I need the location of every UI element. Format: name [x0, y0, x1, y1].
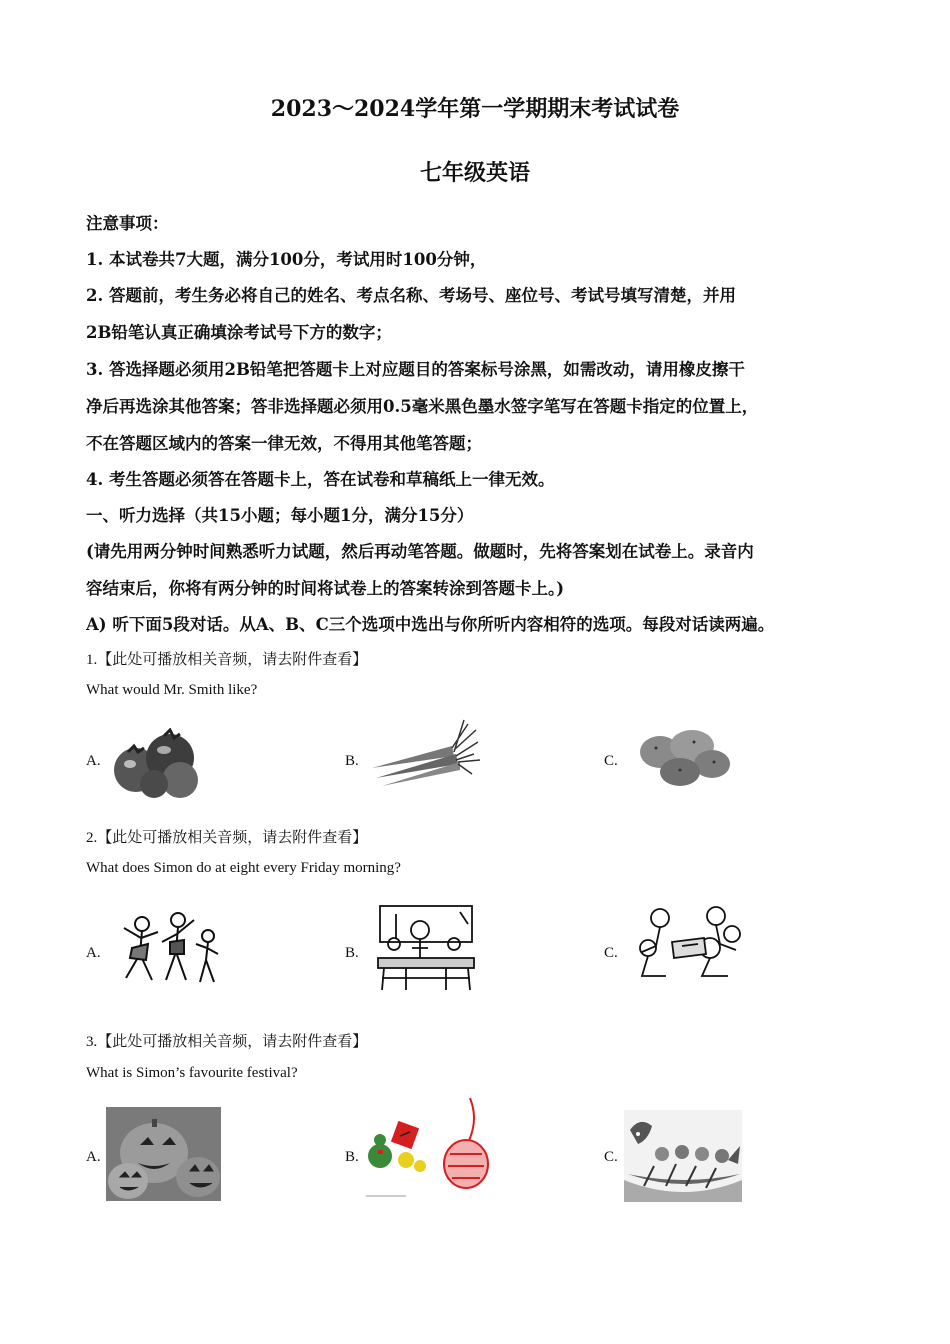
potatoes-image[interactable] [636, 724, 732, 790]
exam-subtitle: 七年级英语 [419, 160, 530, 186]
notice-line-3: 2B铅笔认真正确填涂考试号下方的数字； [86, 323, 392, 342]
q3-option-b-label[interactable]: B. [345, 1149, 359, 1165]
notice-line-1: 1. 本试卷共7大题，满分100分，考试用时100分钟， [86, 250, 487, 269]
spring-festival-image[interactable] [364, 1094, 496, 1202]
notice-line-7: 4. 考生答题必须答在答题卡上，答在试卷和草稿纸上一律无效。 [86, 470, 555, 489]
notice-heading: 注意事项： [86, 214, 169, 233]
dragon-boat-image[interactable] [624, 1110, 742, 1202]
q1-option-a-label[interactable]: A. [86, 753, 101, 769]
q1-option-b-label[interactable]: B. [345, 753, 359, 769]
q3-audio[interactable]: 3.【此处可播放相关音频，请去附件查看】 [86, 1034, 368, 1050]
carrots-image[interactable] [368, 716, 480, 788]
section1-instruction-1: (请先用两分钟时间熟悉听力试题，然后再动笔答题。做题时，先将答案划在试卷上。录音内 [86, 542, 754, 561]
dancing-kids-image[interactable] [112, 908, 222, 986]
notice-line-6: 不在答题区域内的答案一律无效，不得用其他笔答题； [86, 434, 482, 453]
group-discussion-image[interactable] [632, 902, 752, 982]
tomatoes-image[interactable] [108, 728, 206, 800]
notice-line-2: 2. 答题前，考生务必将自己的姓名、考点名称、考场号、座位号、考试号填写清楚，并用 [86, 286, 736, 305]
section1-instruction-2: 容结束后，你将有两分钟的时间将试卷上的答案转涂到答题卡上。) [86, 579, 565, 598]
classroom-image[interactable] [376, 904, 476, 992]
q3-option-c-label[interactable]: C. [604, 1149, 618, 1165]
notice-line-5: 净后再选涂其他答案；答非选择题必须用0.5毫米黑色墨水签字笔写在答题卡指定的位置上， [86, 397, 759, 416]
q2-option-a-label[interactable]: A. [86, 945, 101, 961]
exam-title: 2023～2024学年第一学期期末考试试卷 [270, 96, 680, 122]
q2-option-b-label[interactable]: B. [345, 945, 359, 961]
q1-option-c-label[interactable]: C. [604, 753, 618, 769]
notice-line-4: 3. 答选择题必须用2B铅笔把答题卡上对应题目的答案标号涂黑，如需改动，请用橡皮擦干 [86, 360, 745, 379]
q3-text: What is Simon’s favourite festival? [86, 1065, 298, 1081]
q3-option-a-label[interactable]: A. [86, 1149, 101, 1165]
q2-audio[interactable]: 2.【此处可播放相关音频，请去附件查看】 [86, 830, 368, 846]
section1-heading: 一、听力选择（共15小题；每小题1分，满分15分） [86, 506, 474, 525]
q2-option-c-label[interactable]: C. [604, 945, 618, 961]
halloween-pumpkins-image[interactable] [106, 1107, 221, 1201]
q1-audio[interactable]: 1.【此处可播放相关音频，请去附件查看】 [86, 652, 368, 668]
q2-text: What does Simon do at eight every Friday morning? [86, 860, 401, 876]
section1-partA: A) 听下面5段对话。从A、B、C三个选项中选出与你所听内容相符的选项。每段对话读两遍。 [86, 615, 775, 634]
q1-text: What would Mr. Smith like? [86, 682, 258, 698]
